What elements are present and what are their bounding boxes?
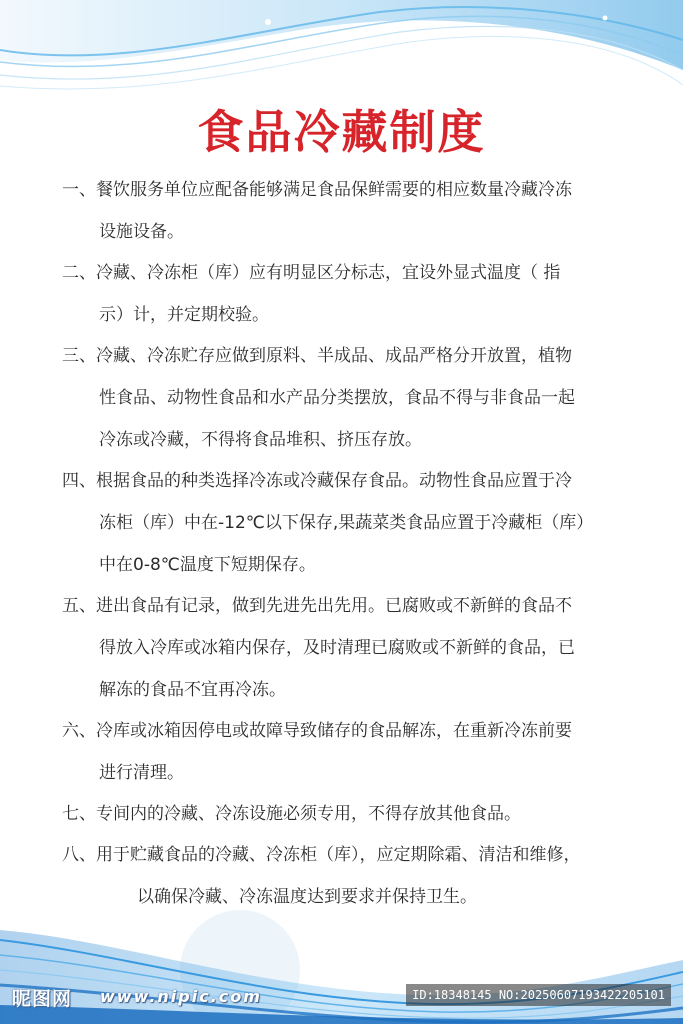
rule-line: 冷冻或冷藏，不得将食品堆积、挤压存放。 [99, 430, 422, 450]
watermark-logo: 昵图网 [12, 988, 73, 1010]
rule-item [62, 469, 632, 577]
rule-line: 示）计，并定期校验。 [99, 305, 269, 325]
rule-line: 中在0-8℃温度下短期保存。 [99, 555, 316, 575]
rule-line: 冻柜（库）中在-12℃以下保存,果蔬菜类食品应置于冷藏柜（库） [99, 513, 594, 533]
rule-line: 得放入冷库或冰箱内保存，及时清理已腐败或不新鲜的食品，已 [99, 638, 575, 658]
rule-line: 性食品、动物性食品和水产品分类摆放，食品不得与非食品一起 [99, 388, 575, 408]
rule-line: 五、进出食品有记录，做到先进先出先用。已腐败或不新鲜的食品不 [62, 596, 572, 616]
rule-line: 四、根据食品的种类选择冷冻或冷藏保存食品。动物性食品应置于冷 [62, 471, 572, 491]
rule-line: 八、用于贮藏食品的冷藏、冷冻柜（库），应定期除霜、清洁和维修， [62, 845, 581, 865]
top-wave-decoration [0, 0, 683, 110]
rule-line: 进行清理。 [99, 763, 184, 783]
rule-line: 一、餐饮服务单位应配备能够满足食品保鲜需要的相应数量冷藏冷冻 [62, 180, 572, 200]
rule-line: 六、冷库或冰箱因停电或故障导致储存的食品解冻，在重新冷冻前要 [62, 721, 572, 741]
rule-line: 解冻的食品不宜再冷冻。 [99, 680, 286, 700]
rule-item [62, 802, 632, 826]
rule-line: 三、冷藏、冷冻贮存应做到原料、半成品、成品严格分开放置，植物 [62, 346, 572, 366]
rule-item [62, 719, 632, 785]
page-title: 食品冷藏制度 [197, 105, 486, 159]
rule-line: 七、专间内的冷藏、冷冻设施必须专用，不得存放其他食品。 [62, 804, 521, 824]
rule-line: 二、冷藏、冷冻柜（库）应有明显区分标志，宜设外显式温度（ 指 [62, 263, 561, 283]
rule-item [62, 594, 632, 702]
watermark-url: www.nipic.com [100, 987, 262, 1006]
watermark-id: ID:18348145 NO:20250607193422205101 [406, 984, 671, 1006]
rule-item [62, 344, 632, 452]
rule-item [62, 261, 632, 327]
rule-item [62, 178, 632, 244]
rule-line: 设施设备。 [99, 222, 184, 242]
rule-line: 以确保冷藏、冷冻温度达到要求并保持卫生。 [137, 887, 477, 907]
rules-list [62, 178, 632, 926]
